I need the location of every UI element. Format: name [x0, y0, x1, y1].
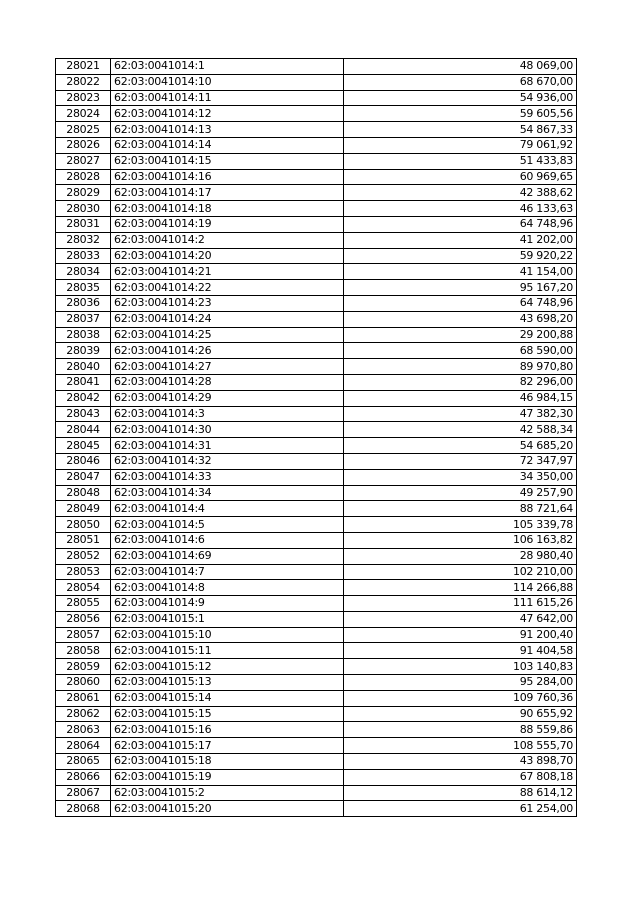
table-row [56, 216, 577, 232]
row-number-cell: 28065 [56, 754, 111, 770]
value-cell: 103 140,83 [344, 659, 577, 675]
cadastral-number-cell: 62:03:0041015:20 [111, 801, 344, 817]
row-number-cell: 28047 [56, 469, 111, 485]
cadastral-number-cell: 62:03:0041014:30 [111, 422, 344, 438]
value-cell: 91 404,58 [344, 643, 577, 659]
table-row [56, 532, 577, 548]
table-row [56, 422, 577, 438]
table-row [56, 643, 577, 659]
cadastral-number-cell: 62:03:0041014:27 [111, 359, 344, 375]
row-number-cell: 28063 [56, 722, 111, 738]
value-cell: 41 154,00 [344, 264, 577, 280]
value-cell: 109 760,36 [344, 690, 577, 706]
row-number-cell: 28060 [56, 675, 111, 691]
table-row [56, 501, 577, 517]
table-row [56, 390, 577, 406]
value-cell: 34 350,00 [344, 469, 577, 485]
value-cell: 106 163,82 [344, 532, 577, 548]
table-row [56, 675, 577, 691]
row-number-cell: 28045 [56, 438, 111, 454]
value-cell: 43 698,20 [344, 311, 577, 327]
row-number-cell: 28022 [56, 74, 111, 90]
cadastral-number-cell: 62:03:0041015:14 [111, 690, 344, 706]
cadastral-number-cell: 62:03:0041015:12 [111, 659, 344, 675]
cadastral-number-cell: 62:03:0041014:25 [111, 327, 344, 343]
table-row [56, 706, 577, 722]
value-cell: 64 748,96 [344, 295, 577, 311]
table-row [56, 264, 577, 280]
cadastral-number-cell: 62:03:0041015:18 [111, 754, 344, 770]
table-row [56, 785, 577, 801]
table-row [56, 754, 577, 770]
cadastral-number-cell: 62:03:0041014:32 [111, 453, 344, 469]
cadastral-number-cell: 62:03:0041014:26 [111, 343, 344, 359]
row-number-cell: 28062 [56, 706, 111, 722]
cadastral-number-cell: 62:03:0041014:24 [111, 311, 344, 327]
value-cell: 79 061,92 [344, 137, 577, 153]
value-cell: 102 210,00 [344, 564, 577, 580]
cadastral-number-cell: 62:03:0041014:17 [111, 185, 344, 201]
cadastral-number-cell: 62:03:0041015:2 [111, 785, 344, 801]
value-cell: 59 920,22 [344, 248, 577, 264]
row-number-cell: 28025 [56, 122, 111, 138]
row-number-cell: 28055 [56, 596, 111, 612]
row-number-cell: 28033 [56, 248, 111, 264]
table-row [56, 453, 577, 469]
cadastral-number-cell: 62:03:0041015:1 [111, 611, 344, 627]
row-number-cell: 28037 [56, 311, 111, 327]
cadastral-number-cell: 62:03:0041014:8 [111, 580, 344, 596]
value-cell: 88 721,64 [344, 501, 577, 517]
row-number-cell: 28038 [56, 327, 111, 343]
value-cell: 67 808,18 [344, 769, 577, 785]
row-number-cell: 28044 [56, 422, 111, 438]
value-cell: 72 347,97 [344, 453, 577, 469]
table-row [56, 611, 577, 627]
value-cell: 41 202,00 [344, 232, 577, 248]
cadastral-number-cell: 62:03:0041014:21 [111, 264, 344, 280]
row-number-cell: 28026 [56, 137, 111, 153]
table-row [56, 295, 577, 311]
table-row [56, 280, 577, 296]
table-row [56, 343, 577, 359]
row-number-cell: 28040 [56, 359, 111, 375]
row-number-cell: 28046 [56, 453, 111, 469]
row-number-cell: 28050 [56, 517, 111, 533]
cadastral-number-cell: 62:03:0041014:16 [111, 169, 344, 185]
cadastral-number-cell: 62:03:0041014:20 [111, 248, 344, 264]
row-number-cell: 28032 [56, 232, 111, 248]
value-cell: 111 615,26 [344, 596, 577, 612]
cadastral-number-cell: 62:03:0041014:7 [111, 564, 344, 580]
cadastral-number-cell: 62:03:0041014:14 [111, 137, 344, 153]
row-number-cell: 28023 [56, 90, 111, 106]
row-number-cell: 28035 [56, 280, 111, 296]
row-number-cell: 28059 [56, 659, 111, 675]
value-cell: 48 069,00 [344, 59, 577, 75]
row-number-cell: 28067 [56, 785, 111, 801]
cadastral-number-cell: 62:03:0041014:15 [111, 153, 344, 169]
value-cell: 29 200,88 [344, 327, 577, 343]
row-number-cell: 28024 [56, 106, 111, 122]
value-cell: 88 614,12 [344, 785, 577, 801]
value-cell: 68 670,00 [344, 74, 577, 90]
value-cell: 91 200,40 [344, 627, 577, 643]
cadastral-number-cell: 62:03:0041014:6 [111, 532, 344, 548]
table-row [56, 580, 577, 596]
table-row [56, 153, 577, 169]
row-number-cell: 28064 [56, 738, 111, 754]
value-cell: 105 339,78 [344, 517, 577, 533]
value-cell: 90 655,92 [344, 706, 577, 722]
table-row [56, 801, 577, 817]
cadastral-number-cell: 62:03:0041014:29 [111, 390, 344, 406]
row-number-cell: 28057 [56, 627, 111, 643]
value-cell: 60 969,65 [344, 169, 577, 185]
table-row [56, 564, 577, 580]
table-row [56, 90, 577, 106]
cadastral-number-cell: 62:03:0041014:9 [111, 596, 344, 612]
row-number-cell: 28034 [56, 264, 111, 280]
row-number-cell: 28031 [56, 216, 111, 232]
row-number-cell: 28030 [56, 201, 111, 217]
cadastral-number-cell: 62:03:0041014:28 [111, 374, 344, 390]
cadastral-number-cell: 62:03:0041014:18 [111, 201, 344, 217]
cadastral-value-table [55, 58, 577, 817]
value-cell: 46 133,63 [344, 201, 577, 217]
table-row [56, 627, 577, 643]
value-cell: 47 382,30 [344, 406, 577, 422]
value-cell: 61 254,00 [344, 801, 577, 817]
cadastral-number-cell: 62:03:0041014:5 [111, 517, 344, 533]
value-cell: 54 867,33 [344, 122, 577, 138]
table-row [56, 659, 577, 675]
cadastral-number-cell: 62:03:0041014:33 [111, 469, 344, 485]
table-row [56, 59, 577, 75]
table-row [56, 548, 577, 564]
value-cell: 49 257,90 [344, 485, 577, 501]
value-cell: 88 559,86 [344, 722, 577, 738]
value-cell: 28 980,40 [344, 548, 577, 564]
cadastral-number-cell: 62:03:0041014:4 [111, 501, 344, 517]
table-row [56, 106, 577, 122]
cadastral-number-cell: 62:03:0041015:13 [111, 675, 344, 691]
value-cell: 54 685,20 [344, 438, 577, 454]
table-row [56, 722, 577, 738]
value-cell: 54 936,00 [344, 90, 577, 106]
table-row [56, 122, 577, 138]
cadastral-number-cell: 62:03:0041014:3 [111, 406, 344, 422]
table-row [56, 738, 577, 754]
row-number-cell: 28058 [56, 643, 111, 659]
cadastral-number-cell: 62:03:0041015:16 [111, 722, 344, 738]
row-number-cell: 28048 [56, 485, 111, 501]
row-number-cell: 28053 [56, 564, 111, 580]
table-row [56, 406, 577, 422]
cadastral-number-cell: 62:03:0041014:23 [111, 295, 344, 311]
table-row [56, 137, 577, 153]
table-row [56, 374, 577, 390]
cadastral-number-cell: 62:03:0041015:11 [111, 643, 344, 659]
cadastral-number-cell: 62:03:0041014:12 [111, 106, 344, 122]
cadastral-number-cell: 62:03:0041014:11 [111, 90, 344, 106]
value-cell: 64 748,96 [344, 216, 577, 232]
row-number-cell: 28039 [56, 343, 111, 359]
value-cell: 95 167,20 [344, 280, 577, 296]
row-number-cell: 28021 [56, 59, 111, 75]
cadastral-number-cell: 62:03:0041014:2 [111, 232, 344, 248]
table-body [56, 59, 577, 817]
row-number-cell: 28049 [56, 501, 111, 517]
row-number-cell: 28061 [56, 690, 111, 706]
value-cell: 42 388,62 [344, 185, 577, 201]
row-number-cell: 28028 [56, 169, 111, 185]
table-row [56, 769, 577, 785]
value-cell: 89 970,80 [344, 359, 577, 375]
row-number-cell: 28054 [56, 580, 111, 596]
table-row [56, 311, 577, 327]
value-cell: 95 284,00 [344, 675, 577, 691]
row-number-cell: 28068 [56, 801, 111, 817]
row-number-cell: 28052 [56, 548, 111, 564]
row-number-cell: 28051 [56, 532, 111, 548]
value-cell: 51 433,83 [344, 153, 577, 169]
table-row [56, 201, 577, 217]
value-cell: 42 588,34 [344, 422, 577, 438]
row-number-cell: 28029 [56, 185, 111, 201]
cadastral-number-cell: 62:03:0041015:10 [111, 627, 344, 643]
cadastral-number-cell: 62:03:0041014:13 [111, 122, 344, 138]
value-cell: 108 555,70 [344, 738, 577, 754]
value-cell: 43 898,70 [344, 754, 577, 770]
table-row [56, 469, 577, 485]
row-number-cell: 28066 [56, 769, 111, 785]
table-row [56, 169, 577, 185]
table-row [56, 517, 577, 533]
row-number-cell: 28036 [56, 295, 111, 311]
cadastral-number-cell: 62:03:0041014:19 [111, 216, 344, 232]
table-row [56, 596, 577, 612]
cadastral-number-cell: 62:03:0041014:31 [111, 438, 344, 454]
cadastral-number-cell: 62:03:0041014:1 [111, 59, 344, 75]
table-row [56, 232, 577, 248]
row-number-cell: 28027 [56, 153, 111, 169]
cadastral-number-cell: 62:03:0041015:19 [111, 769, 344, 785]
table-row [56, 248, 577, 264]
row-number-cell: 28043 [56, 406, 111, 422]
cadastral-number-cell: 62:03:0041014:34 [111, 485, 344, 501]
value-cell: 47 642,00 [344, 611, 577, 627]
value-cell: 68 590,00 [344, 343, 577, 359]
table-row [56, 327, 577, 343]
table-row [56, 359, 577, 375]
cadastral-number-cell: 62:03:0041014:10 [111, 74, 344, 90]
cadastral-number-cell: 62:03:0041014:69 [111, 548, 344, 564]
value-cell: 114 266,88 [344, 580, 577, 596]
row-number-cell: 28056 [56, 611, 111, 627]
cadastral-number-cell: 62:03:0041015:15 [111, 706, 344, 722]
value-cell: 46 984,15 [344, 390, 577, 406]
table-row [56, 185, 577, 201]
table-row [56, 438, 577, 454]
cadastral-number-cell: 62:03:0041014:22 [111, 280, 344, 296]
table-row [56, 485, 577, 501]
table-row [56, 690, 577, 706]
value-cell: 82 296,00 [344, 374, 577, 390]
table-row [56, 74, 577, 90]
cadastral-number-cell: 62:03:0041015:17 [111, 738, 344, 754]
row-number-cell: 28042 [56, 390, 111, 406]
row-number-cell: 28041 [56, 374, 111, 390]
value-cell: 59 605,56 [344, 106, 577, 122]
